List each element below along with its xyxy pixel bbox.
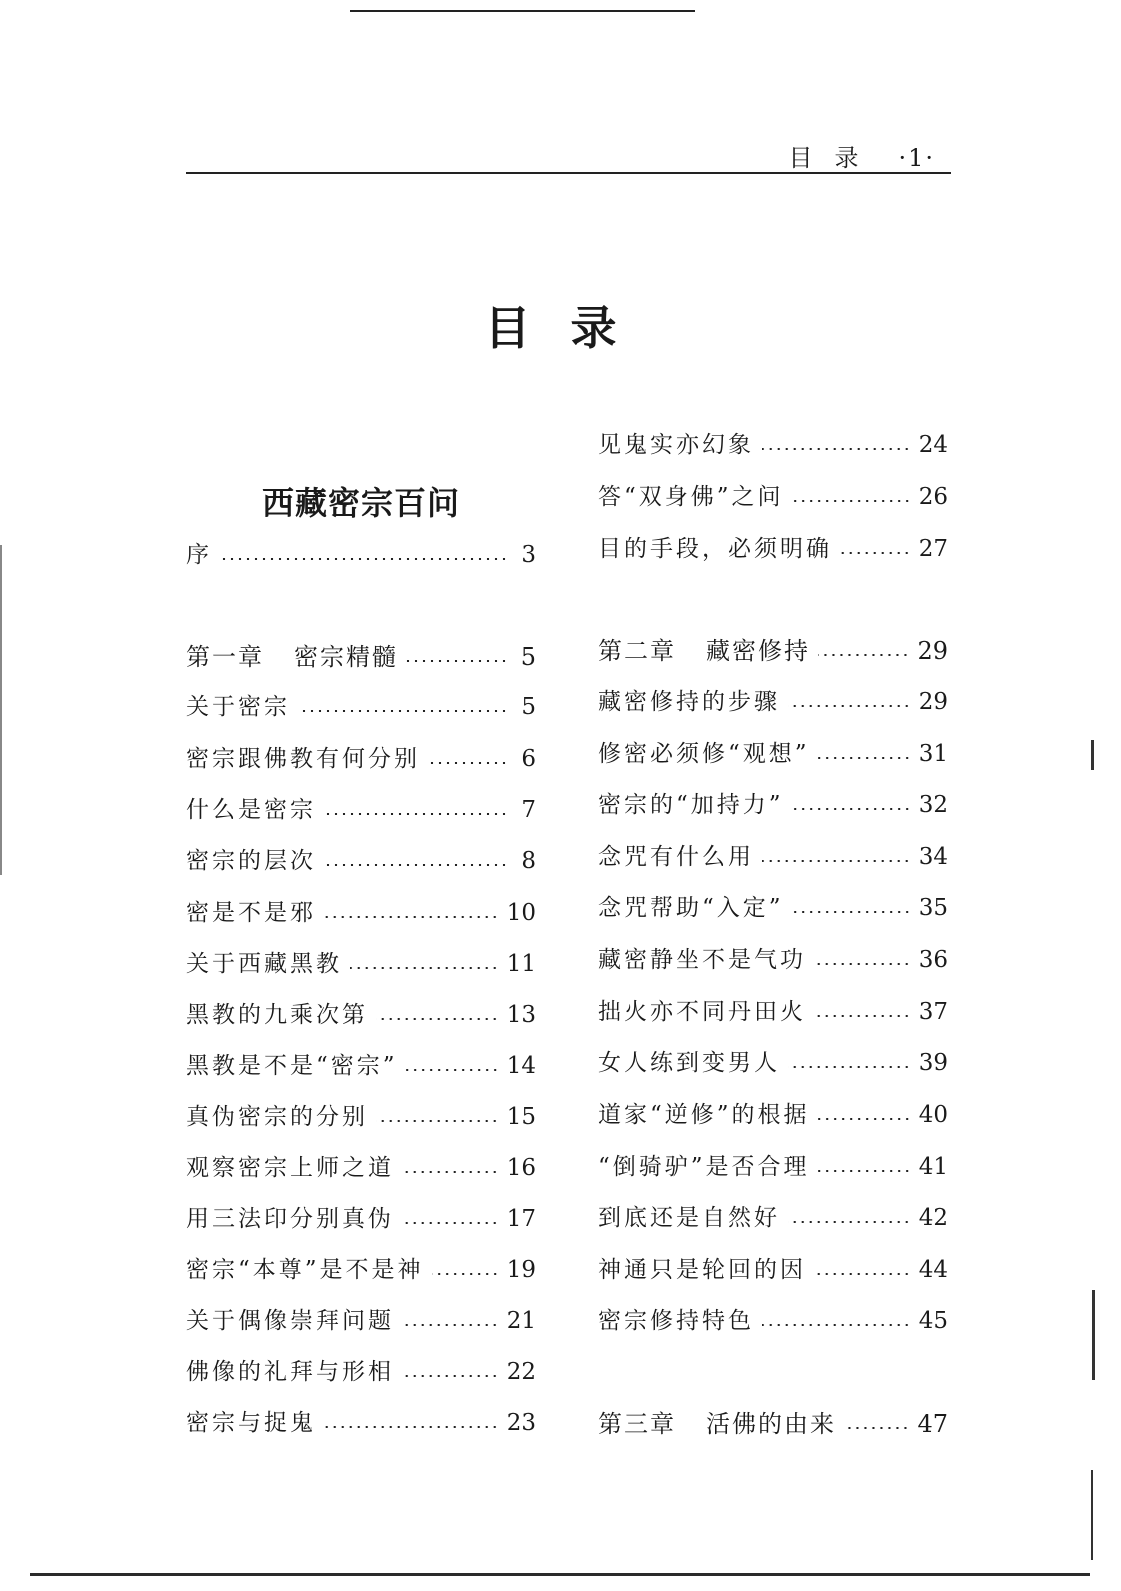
toc-page-number: 27: [918, 536, 948, 562]
toc-page-number: 23: [506, 1410, 536, 1436]
toc-page-number: 31: [918, 741, 948, 767]
toc-entry: [186, 1406, 536, 1440]
toc-entry: [186, 1355, 536, 1389]
bottom-rule: [30, 1573, 1090, 1576]
toc-page-number: 32: [918, 792, 948, 818]
dot-leader: [814, 1273, 911, 1275]
toc-entry-title: 真伪密宗的分别: [186, 1104, 368, 1130]
toc-entry-title: 密是不是邪: [186, 900, 316, 926]
toc-page-number: 29: [918, 689, 948, 715]
dot-leader: [762, 1324, 911, 1326]
toc-entry-title: 女人练到变男人: [598, 1050, 780, 1076]
toc-entry: [598, 1253, 948, 1287]
toc-chapter-number: 第三章: [598, 1410, 676, 1438]
dot-leader: [788, 1221, 911, 1223]
dot-leader: [324, 813, 508, 815]
toc-entry-title: 密宗“本尊”是不是神: [186, 1257, 424, 1283]
toc-entry-title: 念咒有什么用: [598, 844, 754, 870]
toc-page-number: 26: [918, 484, 948, 510]
toc-entry-title: 关于西藏黑教: [186, 951, 342, 977]
toc-entry: [186, 1151, 536, 1185]
dot-leader: [792, 500, 911, 502]
toc-entry-title: 道家“逆修”的根据: [598, 1102, 810, 1128]
dot-leader: [788, 705, 911, 707]
dot-leader: [814, 1015, 911, 1017]
dot-leader: [818, 1170, 911, 1172]
toc-entry: [186, 998, 536, 1032]
toc-entry-title: 修密必须修“观想”: [598, 741, 810, 767]
toc-entry: [186, 844, 536, 878]
dot-leader: [402, 1324, 499, 1326]
toc-page-number: 34: [918, 844, 948, 870]
toc-entry: [598, 840, 948, 874]
toc-entry: [598, 788, 948, 822]
toc-page-number: 6: [521, 746, 536, 772]
scan-mark: [1091, 1470, 1093, 1560]
toc-entry: [598, 532, 948, 566]
toc-chapter-title: [598, 634, 810, 668]
dot-leader: [402, 1222, 499, 1224]
toc-chapter-entry: [598, 1407, 948, 1441]
toc-page-number: 5: [521, 694, 536, 720]
toc-page-number: 41: [918, 1154, 948, 1180]
toc-entry-title: 佛像的礼拜与形相: [186, 1359, 394, 1385]
scan-mark: [0, 545, 2, 875]
toc-chapter-name: 活佛的由来: [706, 1410, 836, 1438]
dot-leader: [432, 1273, 499, 1275]
running-head: [788, 138, 935, 173]
dot-leader: [762, 448, 911, 450]
toc-entry: [186, 1253, 536, 1287]
toc-chapter-number: 第一章: [186, 643, 264, 671]
toc-entry: [186, 1304, 536, 1338]
toc-chapter-title: [598, 1407, 836, 1441]
toc-page-number: 45: [918, 1308, 948, 1334]
toc-entry: [186, 742, 536, 776]
toc-entry: [186, 690, 536, 724]
toc-entry: [186, 1049, 536, 1083]
dot-leader: [402, 1171, 499, 1173]
toc-entry: [186, 896, 536, 930]
toc-page-number: 17: [506, 1206, 536, 1232]
toc-entry-title: “倒骑驴”是否合理: [598, 1154, 810, 1180]
running-head-page-number: ·1·: [898, 144, 935, 172]
dot-leader: [324, 1426, 499, 1428]
dot-leader: [220, 558, 508, 560]
dot-leader: [428, 762, 508, 764]
toc-page-number: 16: [506, 1155, 536, 1181]
toc-entry-title: 黑教的九乘次第: [186, 1002, 368, 1028]
dot-leader: [788, 1066, 911, 1068]
toc-entry-title: 序: [186, 542, 212, 568]
toc-page-number: 22: [506, 1359, 536, 1385]
scan-mark: [1091, 740, 1094, 770]
toc-entry-title: 藏密修持的步骤: [598, 689, 780, 715]
toc-entry: [598, 685, 948, 719]
dot-leader: [376, 1120, 499, 1122]
toc-chapter-title: [186, 640, 398, 674]
toc-page-number: 40: [918, 1102, 948, 1128]
toc-page-number: 7: [521, 797, 536, 823]
toc-entry-title: 密宗修持特色: [598, 1308, 754, 1334]
dot-leader: [324, 916, 499, 918]
toc-page-number: 15: [506, 1104, 536, 1130]
header-rule: [186, 172, 951, 174]
running-head-title: 目录: [788, 144, 881, 172]
top-rule: [350, 10, 695, 12]
toc-entry-title: 关于偶像崇拜问题: [186, 1308, 394, 1334]
toc-entry-title: 什么是密宗: [186, 797, 316, 823]
dot-leader: [792, 911, 911, 913]
toc-entry: [598, 995, 948, 1029]
dot-leader: [376, 1018, 499, 1020]
toc-page-number: 13: [506, 1002, 536, 1028]
dot-leader: [792, 808, 911, 810]
dot-leader: [406, 660, 508, 662]
scan-mark: [1092, 1290, 1095, 1380]
page-title: 目录: [484, 301, 657, 355]
toc-page-number: 5: [520, 643, 536, 671]
toc-entry: [598, 1201, 948, 1235]
toc-entry: [598, 1098, 948, 1132]
toc-page-number: 10: [506, 900, 536, 926]
toc-entry: [186, 793, 536, 827]
toc-entry: [186, 947, 536, 981]
toc-page-number: 37: [918, 999, 948, 1025]
toc-entry-title: 目的手段，必须明确: [598, 536, 832, 562]
toc-page-number: 19: [506, 1257, 536, 1283]
dot-leader: [840, 552, 911, 554]
toc-page-number: 42: [918, 1205, 948, 1231]
toc-entry-title: 神通只是轮回的因: [598, 1257, 806, 1283]
toc-entry-title: 答“双身佛”之问: [598, 484, 784, 510]
toc-page-number: 11: [506, 951, 536, 977]
toc-page-number: 24: [918, 432, 948, 458]
toc-page-number: 44: [918, 1257, 948, 1283]
toc-entry: [186, 1202, 536, 1236]
toc-page-number: 47: [917, 1410, 948, 1438]
dot-leader: [324, 864, 508, 866]
toc-page-number: 35: [918, 895, 948, 921]
toc-entry: [598, 1150, 948, 1184]
dot-leader: [818, 757, 911, 759]
toc-entry: [598, 480, 948, 514]
toc-entry: [186, 538, 536, 572]
dot-leader: [844, 1427, 909, 1429]
toc-entry: [598, 1304, 948, 1338]
dot-leader: [406, 1069, 499, 1071]
toc-entry: [598, 737, 948, 771]
toc-chapter-number: 第二章: [598, 637, 676, 665]
dot-leader: [818, 654, 909, 656]
toc-entry-title: 用三法印分别真伪: [186, 1206, 394, 1232]
toc-entry-title: 密宗跟佛教有何分别: [186, 746, 420, 772]
dot-leader: [350, 967, 499, 969]
toc-page-number: 39: [918, 1050, 948, 1076]
dot-leader: [818, 1118, 911, 1120]
toc-page-number: 36: [918, 947, 948, 973]
toc-entry-title: 见鬼实亦幻象: [598, 432, 754, 458]
toc-page-number: 21: [506, 1308, 536, 1334]
dot-leader: [298, 710, 508, 712]
toc-entry-title: 念咒帮助“入定”: [598, 895, 784, 921]
toc-page-number: 29: [917, 637, 948, 665]
toc-chapter-entry: [598, 634, 948, 668]
toc-entry: [598, 891, 948, 925]
toc-chapter-name: 藏密修持: [706, 637, 810, 665]
dot-leader: [402, 1375, 499, 1377]
toc-chapter-entry: [186, 640, 536, 674]
toc-chapter-name: 密宗精髓: [294, 643, 398, 671]
toc-entry-title: 黑教是不是“密宗”: [186, 1053, 398, 1079]
toc-entry-title: 藏密静坐不是气功: [598, 947, 806, 973]
toc-entry-title: 观察密宗上师之道: [186, 1155, 394, 1181]
toc-entry-title: 密宗的层次: [186, 848, 316, 874]
toc-entry: [598, 428, 948, 462]
toc-entry: [186, 1100, 536, 1134]
toc-page-number: 14: [506, 1053, 536, 1079]
book-title: 西藏密宗百问: [261, 484, 460, 522]
toc-entry-title: 密宗的“加持力”: [598, 792, 784, 818]
toc-page-number: 3: [521, 542, 536, 568]
toc-page-number: 8: [521, 848, 536, 874]
toc-entry-title: 密宗与捉鬼: [186, 1410, 316, 1436]
dot-leader: [814, 963, 911, 965]
toc-entry-title: 关于密宗: [186, 694, 290, 720]
toc-entry: [598, 1046, 948, 1080]
toc-entry: [598, 943, 948, 977]
dot-leader: [762, 860, 911, 862]
toc-entry-title: 拙火亦不同丹田火: [598, 999, 806, 1025]
toc-entry-title: 到底还是自然好: [598, 1205, 780, 1231]
